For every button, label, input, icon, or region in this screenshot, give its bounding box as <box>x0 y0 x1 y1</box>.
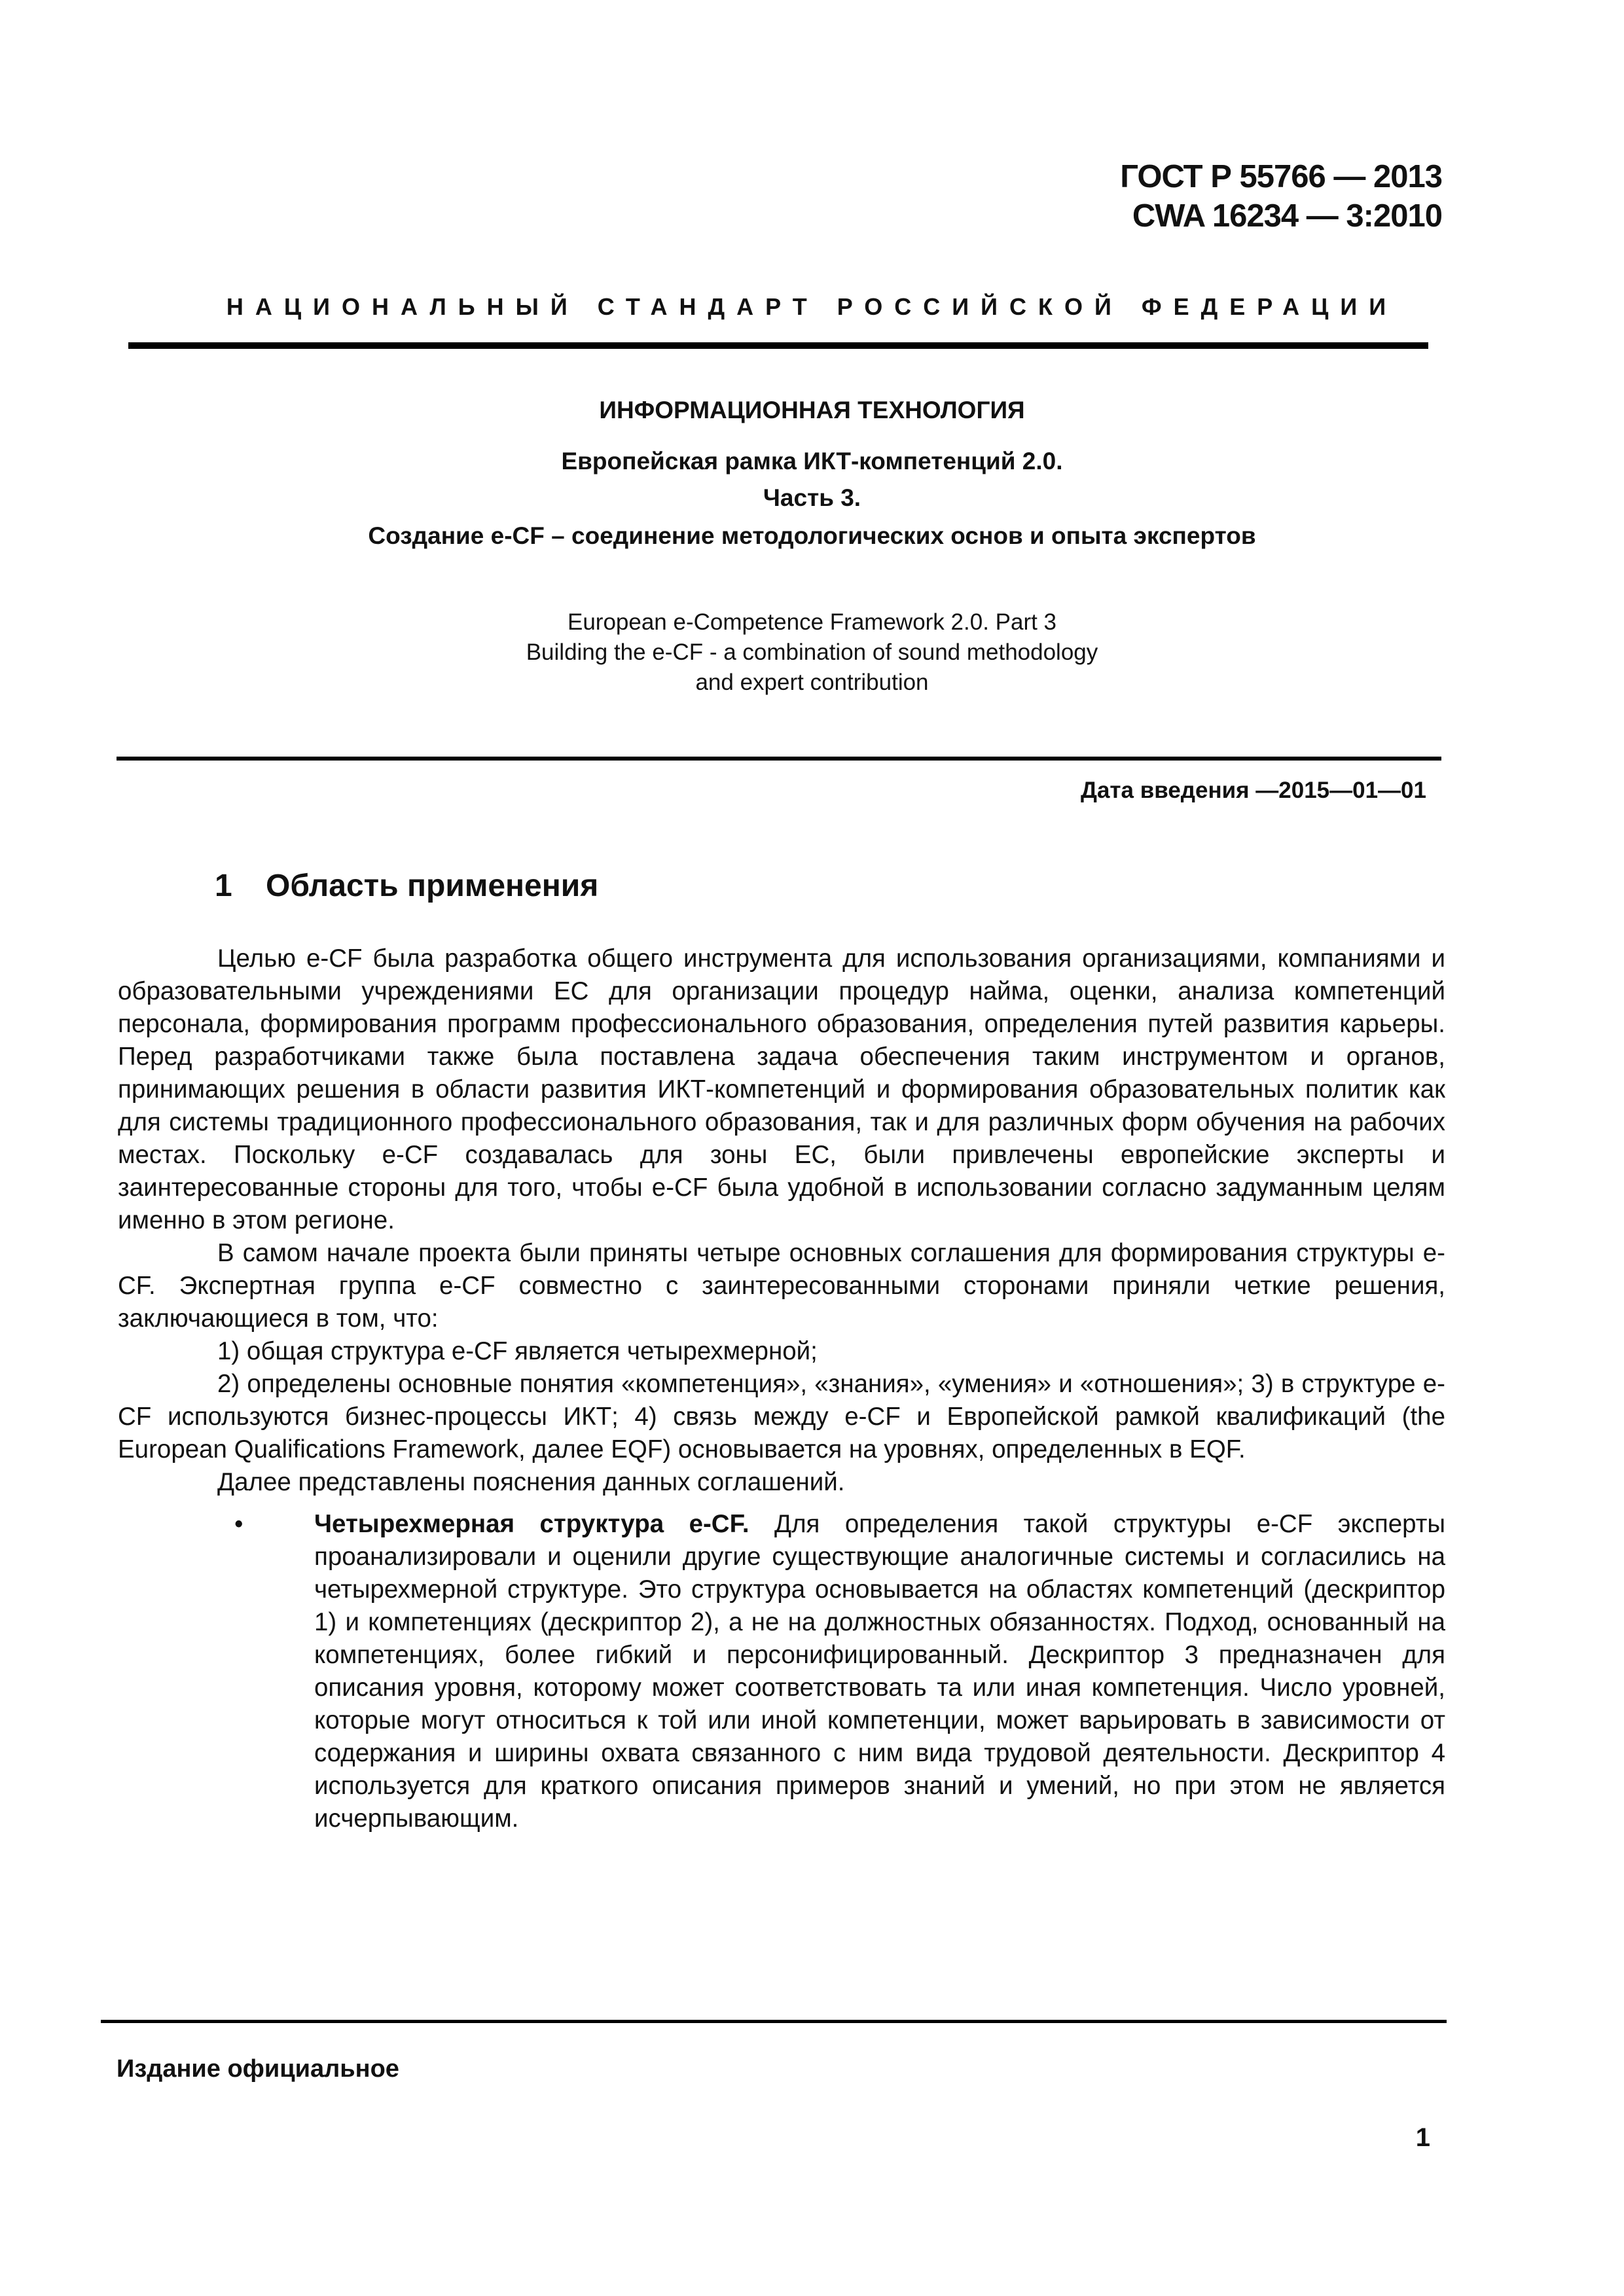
english-title-line: and expert contribution <box>695 670 929 695</box>
title-divider <box>117 757 1441 761</box>
bullet-item <box>118 1508 1445 1835</box>
page-number: 1 <box>1415 2123 1430 2152</box>
standard-designation <box>1120 157 1442 236</box>
header-divider <box>128 342 1428 349</box>
document-title-main: ИНФОРМАЦИОННАЯ ТЕХНОЛОГИЯ <box>599 397 1025 423</box>
english-title-line: European e-Competence Framework 2.0. Part 3 <box>567 609 1057 635</box>
document-title-line3: Часть 3. <box>763 484 861 511</box>
section-body <box>118 942 1445 1835</box>
document-title-line4: Создание e-CF – соединение методологических основ и опыта экспертов <box>368 522 1256 549</box>
bullet-marker: • <box>234 1510 244 1538</box>
gost-number: ГОСТ Р 55766 — 2013 <box>1120 159 1442 194</box>
list-item: 1) общая структура e-CF является четырехмерной; <box>217 1337 818 1365</box>
section-heading <box>215 868 598 904</box>
section-title: Область применения <box>266 869 599 903</box>
bullet-lead: Четырехмерная структура e-CF. <box>314 1510 749 1538</box>
list-item: 2) определены основные понятия «компетенция», «знания», «умения» и «отношения»; 3) в структуре e-CF используются бизнес-процессы ИКТ; 4) связь между e-CF и Европейской рамкой квалификаций (the European Qualifications Framework, далее EQF) основывается на уровнях, определенных в EQF. <box>118 1370 1445 1463</box>
bullet-text: Для определения такой структуры e-CF эксперты проанализировали и оценили другие существующие аналогичные системы и согласились на четырехмерной структуре. Это структура основывается на областях компетенций (дескриптор 1) и компетенциях (дескриптор 2), а не на должностных обязанностях. Подход, основанный на компетенциях, более гибкий и персонифицированный. Дескриптор 3 предназначен для описания уровня, которому может соответствовать та или иная компетенция. Число уровней, которые могут относиться к той или иной компетенции, может варьировать в зависимости от содержания и ширины охвата связанного с ним вида трудовой деятельности. Дескриптор 4 используется для краткого описания примеров знаний и умений, но при этом не является исчерпывающим. <box>314 1510 1445 1833</box>
section-number: 1 <box>215 869 232 903</box>
paragraph: Целью e-CF была разработка общего инструмента для использования организациями, компаниями и образовательными учреждениями ЕС для организации процедур найма, оценки, анализа компетенций персонала, формирования программ профессионального образования, определения путей развития карьеры. Перед разработчиками также была поставлена задача обеспечения таким инструментом и органов, принимающих решения в области развития ИКТ-компетенций и формирования образовательных политик как для системы традиционного профессионального образования, так и для различных форм обучения на рабочих местах. Поскольку e-CF создавалась для зоны ЕС, были привлечены европейские эксперты и заинтересованные стороны для того, чтобы e-CF была удобной в использовании согласно задуманным целям именно в этом регионе. <box>118 944 1445 1234</box>
paragraph: В самом начале проекта были приняты четыре основных соглашения для формирования структуры e-CF. Экспертная группа e-CF совместно с заинтересованными сторонами приняли четкие решения, заключающиеся в том, что: <box>118 1239 1445 1333</box>
english-title <box>0 607 1624 698</box>
footer-divider <box>101 2020 1447 2023</box>
cwa-number: CWA 16234 — 3:2010 <box>1132 198 1442 234</box>
document-title-line2: Европейская рамка ИКТ-компетенций 2.0. <box>561 448 1063 475</box>
national-standard-banner: НАЦИОНАЛЬНЫЙ СТАНДАРТ РОССИЙСКОЙ ФЕДЕРАЦИИ <box>226 293 1398 320</box>
english-title-line: Building the e-CF - a combination of sound methodology <box>526 639 1098 665</box>
official-edition-label: Издание официальное <box>117 2055 399 2083</box>
introduction-date: Дата введения —2015—01—01 <box>1081 778 1426 803</box>
paragraph: Далее представлены пояснения данных соглашений. <box>217 1468 845 1496</box>
